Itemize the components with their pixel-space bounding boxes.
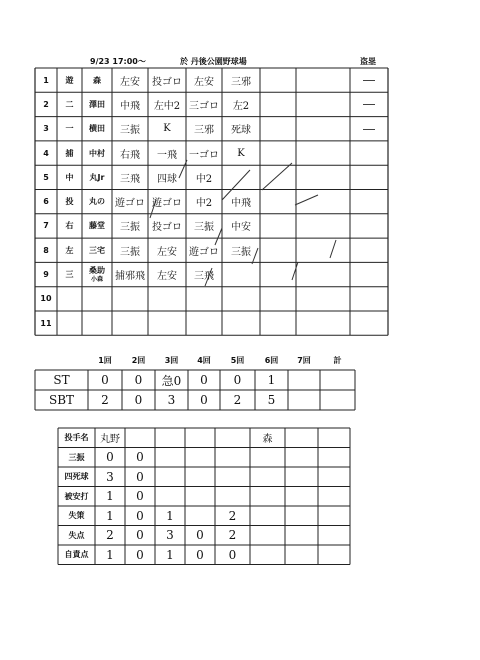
header-steal-label: 盗塁 xyxy=(360,57,376,66)
lineup-order: 6 xyxy=(43,197,49,207)
pitching-stat-value xyxy=(318,467,350,487)
lineup-player-name: 丸の xyxy=(89,197,105,207)
at-bat-result: 中2 xyxy=(195,173,213,185)
inning-runs: 0 xyxy=(101,373,109,387)
lineup-position: 遊 xyxy=(65,75,74,85)
lineup-position: 中 xyxy=(65,172,74,182)
lineup-order: 10 xyxy=(40,294,52,304)
pitching-stat-label: 自責点 xyxy=(64,550,89,560)
inning-runs: 0 xyxy=(200,393,208,407)
inning-header: 3回 xyxy=(164,355,179,365)
steal-mark xyxy=(350,165,388,189)
pitching-stat-value xyxy=(215,448,250,468)
pitching-stat-value: 1 xyxy=(166,547,174,562)
pitcher-name xyxy=(155,428,185,448)
lineup-player-name: 三宅 xyxy=(89,245,105,255)
at-bat-result: 三邪 xyxy=(194,125,214,137)
lineup-order: 9 xyxy=(43,270,49,280)
at-bat-result: 投ゴロ xyxy=(152,76,182,88)
at-bat-result xyxy=(148,287,186,311)
lineup-order: 1 xyxy=(43,75,49,85)
lineup-player-name: 藤堂 xyxy=(89,221,105,231)
steal-mark xyxy=(350,287,388,311)
pitching-stat-value xyxy=(318,448,350,468)
inning-runs xyxy=(288,370,320,390)
pitching-stat-label: 三振 xyxy=(68,452,85,462)
at-bat-result: 遊ゴロ xyxy=(189,246,219,258)
lineup-position: 捕 xyxy=(65,148,74,158)
pitching-stat-value xyxy=(318,487,350,507)
at-bat-result: 三ゴロ xyxy=(189,100,219,112)
at-bat-result: 死球 xyxy=(231,125,251,137)
pitching-stat-value: 0 xyxy=(136,528,144,543)
steal-mark xyxy=(350,214,388,238)
at-bat-result: 中飛 xyxy=(231,198,251,210)
at-bat-result: 三邪 xyxy=(231,76,251,88)
at-bat-result: 左2 xyxy=(232,100,250,112)
inning-runs xyxy=(320,390,355,410)
at-bat-result: 投ゴロ xyxy=(152,222,182,234)
at-bat-result: 遊ゴロ xyxy=(152,198,182,210)
inning-break-stroke xyxy=(292,262,298,280)
pitching-stat-label: 被安打 xyxy=(64,491,89,501)
at-bat-result: 中安 xyxy=(231,222,251,234)
pitching-stat-value xyxy=(285,448,318,468)
pitching-stat-value xyxy=(285,526,318,546)
at-bat-result xyxy=(112,287,148,311)
pitcher-name: 丸野 xyxy=(100,434,120,446)
lineup-player-name-main: 桑助 xyxy=(89,265,105,275)
pitching-stat-value xyxy=(155,487,185,507)
at-bat-result: 三振 xyxy=(120,246,140,258)
at-bat-result: 三振 xyxy=(231,246,251,258)
at-bat-result xyxy=(222,287,260,311)
pitching-stat-value: 2 xyxy=(228,508,237,523)
pitching-stat-value xyxy=(155,448,185,468)
inning-runs xyxy=(288,390,320,410)
pitching-stat-value: 2 xyxy=(228,528,237,543)
pitching-stat-value xyxy=(250,526,285,546)
at-bat-result xyxy=(112,311,148,335)
pitching-stat-value xyxy=(250,545,285,565)
lineup-position xyxy=(57,287,82,311)
steal-mark xyxy=(350,190,388,214)
pitching-stat-value: 0 xyxy=(136,469,144,484)
inning-header: 5回 xyxy=(230,355,245,365)
at-bat-result: K xyxy=(237,147,245,159)
at-bat-result xyxy=(148,311,186,335)
pitching-stat-value xyxy=(250,506,285,526)
at-bat-result: 中飛 xyxy=(120,100,140,112)
pitcher-name xyxy=(318,428,350,448)
steal-mark: ― xyxy=(363,121,375,136)
lineup-order: 7 xyxy=(43,221,49,231)
header-date-time: 9/23 17:00～ xyxy=(90,57,146,66)
inning-break-stroke xyxy=(330,240,336,258)
lineup-position: 左 xyxy=(65,245,74,255)
pitching-stat-value: 3 xyxy=(106,469,114,484)
lineup-player-substitute: 小森 xyxy=(90,275,103,283)
linescore-team: ST xyxy=(53,373,70,387)
inning-header: 2回 xyxy=(131,355,146,365)
steal-mark: ― xyxy=(363,97,375,112)
lineup-position: 投 xyxy=(65,197,74,207)
pitching-stat-value xyxy=(185,467,215,487)
lineup-player-name: 森 xyxy=(93,75,101,85)
pitching-stat-value xyxy=(215,487,250,507)
pitching-stat-value xyxy=(185,506,215,526)
at-bat-result: 一飛 xyxy=(157,149,177,161)
pitching-stat-value xyxy=(318,506,350,526)
pitching-stat-value xyxy=(318,526,350,546)
lineup-order: 8 xyxy=(43,245,49,255)
pitching-stat-value xyxy=(250,448,285,468)
at-bat-result xyxy=(186,311,222,335)
pitcher-name xyxy=(215,428,250,448)
steal-mark xyxy=(350,311,388,335)
pitching-stat-value: 0 xyxy=(136,508,144,523)
pitching-stat-value: 1 xyxy=(106,508,114,523)
at-bat-result: 三振 xyxy=(120,125,140,137)
inning-runs: 急0 xyxy=(161,373,182,388)
inning-runs: 0 xyxy=(134,373,143,387)
at-bat-result: 右飛 xyxy=(120,149,140,161)
at-bat-result: 一ゴロ xyxy=(189,149,219,161)
pitching-stat-value xyxy=(155,467,185,487)
inning-runs: 1 xyxy=(267,373,276,387)
at-bat-result: 四球 xyxy=(157,173,177,185)
steal-mark xyxy=(350,141,388,165)
lineup-order: 5 xyxy=(43,172,49,182)
pitching-stat-value xyxy=(285,545,318,565)
at-bat-result: 左安 xyxy=(120,76,140,88)
inning-runs: 0 xyxy=(134,393,143,407)
pitching-stat-value xyxy=(215,467,250,487)
at-bat-result: K xyxy=(163,123,171,135)
inning-header: 1回 xyxy=(98,355,112,365)
inning-runs xyxy=(320,370,355,390)
pitching-stat-value: 0 xyxy=(136,450,144,465)
steal-mark xyxy=(350,262,388,286)
pitching-stat-value xyxy=(285,467,318,487)
inning-header: 計 xyxy=(333,355,342,365)
lineup-position: 右 xyxy=(65,221,74,231)
header-venue: 於 丹後公園野球場 xyxy=(180,57,247,66)
pitchers-label: 投手名 xyxy=(64,433,89,443)
lineup-order: 3 xyxy=(43,124,49,134)
pitching-stat-label: 失策 xyxy=(68,511,85,521)
pitching-stat-value: 3 xyxy=(166,528,174,543)
lineup-player-name xyxy=(82,311,112,335)
pitcher-name xyxy=(125,428,155,448)
at-bat-result: 三飛 xyxy=(120,173,140,185)
lineup-position: 一 xyxy=(65,124,74,134)
inning-header: 4回 xyxy=(197,355,211,365)
at-bat-result: 左安 xyxy=(157,246,177,258)
pitcher-name xyxy=(285,428,318,448)
steal-mark xyxy=(350,238,388,262)
inning-runs: 2 xyxy=(233,393,242,407)
pitching-stat-value xyxy=(250,487,285,507)
at-bat-result: 三飛 xyxy=(194,271,214,283)
pitcher-name: 森 xyxy=(262,434,273,446)
lineup-position: 三 xyxy=(65,270,74,280)
inning-break-stroke xyxy=(262,163,292,190)
pitching-stat-value xyxy=(285,487,318,507)
lineup-order: 11 xyxy=(40,318,52,328)
at-bat-result: 左安 xyxy=(157,271,177,283)
pitching-stat-value: 2 xyxy=(106,528,114,543)
pitching-stat-value: 0 xyxy=(196,528,204,543)
lineup-position: 二 xyxy=(65,99,74,109)
pitching-stat-value: 0 xyxy=(228,547,237,562)
lineup-player-name xyxy=(82,262,112,286)
inning-runs: 0 xyxy=(233,373,242,387)
pitching-stat-value: 0 xyxy=(136,547,144,562)
lineup-order: 2 xyxy=(43,99,49,109)
at-bat-result: 左安 xyxy=(194,76,214,88)
at-bat-result: 遊ゴロ xyxy=(115,198,145,210)
pitching-stat-value: 1 xyxy=(166,508,174,523)
lineup-position xyxy=(57,311,82,335)
pitching-stat-value: 1 xyxy=(106,547,114,562)
pitcher-name xyxy=(185,428,215,448)
pitching-stat-value xyxy=(318,545,350,565)
inning-header: 7回 xyxy=(297,355,311,365)
at-bat-result xyxy=(186,287,222,311)
at-bat-result xyxy=(222,311,260,335)
lineup-player-name: 澤田 xyxy=(89,99,105,109)
at-bat-result: 三振 xyxy=(194,222,214,234)
pitching-stat-value: 0 xyxy=(136,489,144,504)
pitching-stat-value xyxy=(185,487,215,507)
inning-runs: 0 xyxy=(200,373,208,387)
pitching-stat-value: 0 xyxy=(196,547,204,562)
inning-runs: 3 xyxy=(167,393,176,407)
pitching-stat-value xyxy=(250,467,285,487)
inning-runs: 5 xyxy=(267,393,276,407)
at-bat-result: 中2 xyxy=(195,198,213,210)
pitching-stat-value: 0 xyxy=(106,450,114,465)
lineup-player-name xyxy=(82,287,112,311)
at-bat-result xyxy=(222,262,260,286)
pitching-stat-label: 四死球 xyxy=(64,472,89,482)
pitching-stat-value xyxy=(285,506,318,526)
lineup-player-name: 中村 xyxy=(89,148,105,158)
inning-runs: 2 xyxy=(101,393,109,407)
pitching-stat-value xyxy=(185,448,215,468)
lineup-player-name: 横田 xyxy=(89,124,105,134)
at-bat-result: 捕邪飛 xyxy=(115,271,145,283)
inning-header: 6回 xyxy=(264,355,279,365)
lineup-order: 4 xyxy=(43,148,49,158)
at-bat-result xyxy=(222,165,260,189)
inning-break-stroke xyxy=(295,195,318,205)
at-bat-result: 左中2 xyxy=(153,100,181,112)
pitching-stat-value: 1 xyxy=(106,489,114,504)
steal-mark: ― xyxy=(363,73,375,88)
pitching-stat-label: 失点 xyxy=(68,530,85,540)
linescore-team: SBT xyxy=(48,393,75,407)
lineup-player-name: 丸Jr xyxy=(89,172,105,182)
at-bat-result: 三振 xyxy=(120,222,140,234)
